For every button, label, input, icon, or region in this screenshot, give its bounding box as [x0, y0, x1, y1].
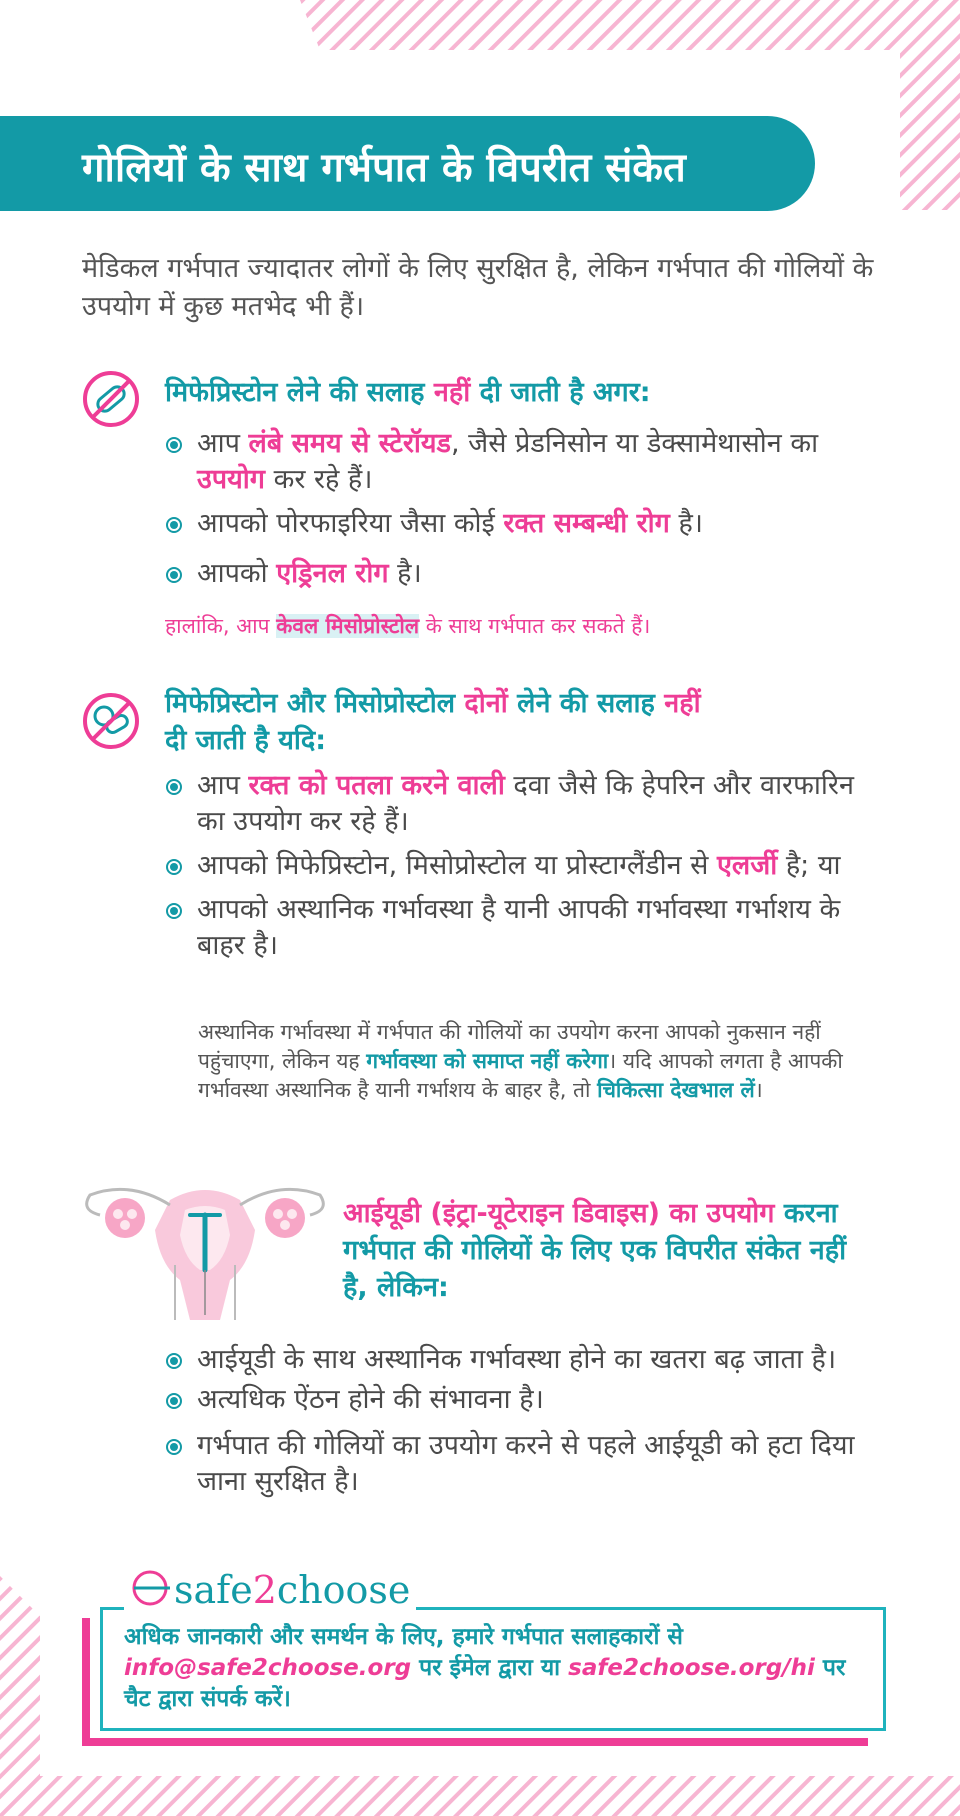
- list-item: आईयूडी के साथ अस्थानिक गर्भावस्था होने का खतरा बढ़ जाता है।: [165, 1342, 875, 1378]
- safe2choose-logo: safe2choose: [124, 1565, 416, 1615]
- section1-list: [165, 426, 885, 592]
- section2-heading: मिफेप्रिस्टोन और मिसोप्रोस्टोल दोनों लेने की सलाह नहीं दी जाती है यदि:: [165, 688, 701, 756]
- bullet-icon: [165, 1352, 183, 1370]
- footer-accent-bottom: [82, 1738, 868, 1746]
- uterus-iud-illustration: [80, 1170, 330, 1320]
- no-pill-icon: [82, 370, 140, 428]
- list-item: आप लंबे समय से स्टेरॉयड, जैसे प्रेडनिसोन या डेक्सामेथासोन का उपयोग कर रहे हैं।: [165, 426, 885, 498]
- no-pills-icon: [82, 692, 140, 750]
- bullet-icon: [165, 1392, 183, 1410]
- list-item: आप रक्त को पतला करने वाली दवा जैसे कि हेपरिन और वारफारिन का उपयोग कर रहे हैं।: [165, 768, 875, 840]
- logo-mark-icon: [130, 1568, 174, 1612]
- page-title: गोलियों के साथ गर्भपात के विपरीत संकेत: [82, 145, 686, 191]
- intro-paragraph: मेडिकल गर्भपात ज्यादातर लोगों के लिए सुरक्षित है, लेकिन गर्भपात की गोलियों के उपयोग में कुछ मतभेद भी हैं।: [82, 253, 874, 322]
- list-item: आपको एड्रिनल रोग है।: [165, 556, 885, 592]
- section2-list: [165, 768, 875, 964]
- list-item: अत्यधिक ऐंठन होने की संभावना है।: [165, 1382, 875, 1418]
- bullet-icon: [165, 516, 183, 534]
- bullet-icon: [165, 1438, 183, 1456]
- bullet-icon: [165, 566, 183, 584]
- section1-heading: मिफेप्रिस्टोन लेने की सलाह नहीं दी जाती है अगर:: [165, 377, 651, 408]
- bullet-icon: [165, 858, 183, 876]
- bullet-icon: [165, 778, 183, 796]
- section3-heading: आईयूडी (इंट्रा-यूटेराइन डिवाइस) का उपयोग करना गर्भपात की गोलियों के लिए एक विपरीत संकेत नहीं है, लेकिन:: [343, 1198, 847, 1303]
- section1-note: हालांकि, आप केवल मिसोप्रोस्टोल के साथ गर्भपात कर सकते हैं।: [165, 614, 651, 638]
- list-item: गर्भपात की गोलियों का उपयोग करने से पहले आईयूडी को हटा दिया जाना सुरक्षित है।: [165, 1428, 875, 1500]
- list-item: आपको अस्थानिक गर्भावस्था है यानी आपकी गर्भावस्था गर्भाशय के बाहर है।: [165, 892, 875, 964]
- email-link[interactable]: info@safe2choose.org: [124, 1655, 412, 1681]
- contact-text: अधिक जानकारी और समर्थन के लिए, हमारे गर्भपात सलाहकारों से info@safe2choose.org पर ईमेल द्वारा या safe2choose.org/hi पर चैट द्वारा संपर्क करें।: [124, 1624, 846, 1712]
- bullet-icon: [165, 436, 183, 454]
- chat-link[interactable]: safe2choose.org/hi: [568, 1655, 815, 1681]
- section3-list: [165, 1342, 875, 1500]
- footer-accent-left: [82, 1618, 90, 1746]
- list-item: आपको पोरफाइरिया जैसा कोई रक्त सम्बन्धी रोग है।: [165, 506, 885, 542]
- bullet-icon: [165, 902, 183, 920]
- section2-note: अस्थानिक गर्भावस्था में गर्भपात की गोलियों का उपयोग करना आपको नुकसान नहीं पहुंचाएगा, लेकिन यह गर्भावस्था को समाप्त नहीं करेगा। यदि आपको लगता है आपकी गर्भावस्था अस्थानिक है यानी गर्भाशय के बाहर है, तो चिकित्सा देखभाल लें।: [198, 1020, 843, 1102]
- list-item: आपको मिफेप्रिस्टोन, मिसोप्रोस्टोल या प्रोस्टाग्लैंडीन से एलर्जी है; या: [165, 848, 875, 884]
